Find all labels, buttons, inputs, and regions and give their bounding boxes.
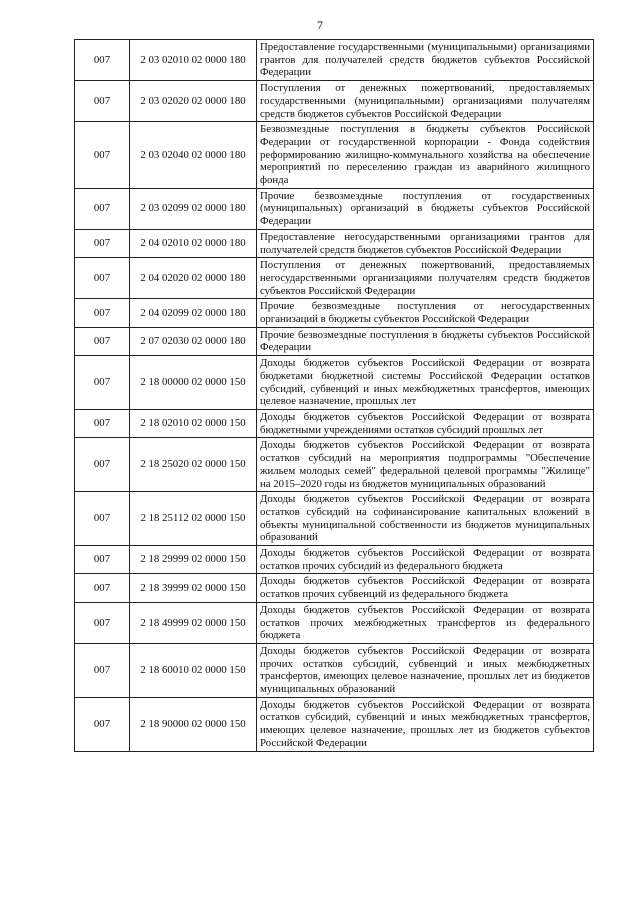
table-row [75, 356, 594, 410]
admin-code-cell: 007 [75, 327, 130, 355]
table-row [75, 602, 594, 643]
revenue-name-cell: Предоставление государственными (муниципальными) организациями грантов для получателей средств бюджетов субъектов Российской Федерации [257, 40, 594, 81]
revenue-name-cell: Доходы бюджетов субъектов Российской Федерации от возврата бюджетными учреждениями остатков субсидий прошлых лет [257, 409, 594, 437]
admin-code-cell: 007 [75, 40, 130, 81]
revenue-code-cell: 2 18 90000 02 0000 150 [130, 697, 257, 751]
revenue-name-cell: Доходы бюджетов субъектов Российской Федерации от возврата остатков прочих субсидий из федерального бюджета [257, 546, 594, 574]
revenue-name-cell: Прочие безвозмездные поступления от государственных (муниципальных) организаций в бюджеты субъектов Российской Федерации [257, 188, 594, 229]
admin-code-cell: 007 [75, 81, 130, 122]
admin-code-cell: 007 [75, 409, 130, 437]
admin-code-cell: 007 [75, 438, 130, 492]
table-row [75, 258, 594, 299]
revenue-name-cell: Поступления от денежных пожертвований, предоставляемых государственными (муниципальными) организациями получателям средств бюджетов субъектов Российской Федерации [257, 81, 594, 122]
table-row [75, 574, 594, 602]
revenue-code-cell: 2 18 25112 02 0000 150 [130, 492, 257, 546]
revenue-name-cell: Доходы бюджетов субъектов Российской Федерации от возврата остатков субсидий, субвенций и иных межбюджетных трансфертов, имеющих целевое назначение, прошлых лет из бюджетов субъектов Российской Федерации [257, 697, 594, 751]
admin-code-cell: 007 [75, 122, 130, 189]
revenue-name-cell: Доходы бюджетов субъектов Российской Федерации от возврата остатков субсидий на софинансирование капитальных вложений в объекты муниципальной собственности из бюджетов муниципальных образований [257, 492, 594, 546]
admin-code-cell: 007 [75, 546, 130, 574]
table-row [75, 229, 594, 257]
revenue-name-cell: Предоставление негосударственными организациями грантов для получателей средств бюджетов субъектов Российской Федерации [257, 229, 594, 257]
revenue-code-cell: 2 04 02010 02 0000 180 [130, 229, 257, 257]
revenue-name-cell: Поступления от денежных пожертвований, предоставляемых негосударственными организациями получателям средств бюджетов субъектов Российской Федерации [257, 258, 594, 299]
revenue-code-cell: 2 18 25020 02 0000 150 [130, 438, 257, 492]
revenue-name-cell: Доходы бюджетов субъектов Российской Федерации от возврата остатков прочих межбюджетных трансфертов из федерального бюджета [257, 602, 594, 643]
table-row [75, 188, 594, 229]
table-row [75, 409, 594, 437]
revenue-name-cell: Доходы бюджетов субъектов Российской Федерации от возврата прочих остатков субсидий, субвенций и иных межбюджетных трансфертов, имеющих целевое назначение, прошлых лет из бюджетов муниципальных образований [257, 643, 594, 697]
revenue-code-cell: 2 18 49999 02 0000 150 [130, 602, 257, 643]
table-row [75, 40, 594, 81]
table-row [75, 299, 594, 327]
table-row [75, 81, 594, 122]
revenue-code-cell: 2 03 02020 02 0000 180 [130, 81, 257, 122]
table-row [75, 697, 594, 751]
admin-code-cell: 007 [75, 188, 130, 229]
admin-code-cell: 007 [75, 492, 130, 546]
revenue-code-cell: 2 03 02040 02 0000 180 [130, 122, 257, 189]
admin-code-cell: 007 [75, 643, 130, 697]
admin-code-cell: 007 [75, 229, 130, 257]
table-row [75, 327, 594, 355]
page-number: 7 [317, 18, 323, 32]
revenue-name-cell: Прочие безвозмездные поступления в бюджеты субъектов Российской Федерации [257, 327, 594, 355]
admin-code-cell: 007 [75, 299, 130, 327]
table-row [75, 546, 594, 574]
revenue-code-cell: 2 18 00000 02 0000 150 [130, 356, 257, 410]
table-row [75, 438, 594, 492]
revenue-codes-table [74, 39, 594, 752]
revenue-code-cell: 2 04 02020 02 0000 180 [130, 258, 257, 299]
revenue-code-cell: 2 18 60010 02 0000 150 [130, 643, 257, 697]
revenue-code-cell: 2 18 29999 02 0000 150 [130, 546, 257, 574]
table-row [75, 643, 594, 697]
admin-code-cell: 007 [75, 574, 130, 602]
admin-code-cell: 007 [75, 602, 130, 643]
table-row [75, 492, 594, 546]
revenue-name-cell: Доходы бюджетов субъектов Российской Федерации от возврата остатков субсидий на мероприятия подпрограммы "Обеспечение жильем молодых семей" федеральной целевой программы "Жилище" на 2015–2020 годы из бюджетов муниципальных образований [257, 438, 594, 492]
table-body [75, 40, 594, 752]
table-row [75, 122, 594, 189]
revenue-code-cell: 2 03 02099 02 0000 180 [130, 188, 257, 229]
admin-code-cell: 007 [75, 356, 130, 410]
revenue-code-cell: 2 18 39999 02 0000 150 [130, 574, 257, 602]
revenue-name-cell: Доходы бюджетов субъектов Российской Федерации от возврата остатков прочих субвенций из федерального бюджета [257, 574, 594, 602]
revenue-code-cell: 2 18 02010 02 0000 150 [130, 409, 257, 437]
revenue-code-cell: 2 03 02010 02 0000 180 [130, 40, 257, 81]
revenue-code-cell: 2 04 02099 02 0000 180 [130, 299, 257, 327]
revenue-name-cell: Доходы бюджетов субъектов Российской Федерации от возврата бюджетами бюджетной системы Российской Федерации остатков субсидий, субвенций и иных межбюджетных трансфертов, имеющих целевое назначение, прошлых лет [257, 356, 594, 410]
revenue-code-cell: 2 07 02030 02 0000 180 [130, 327, 257, 355]
admin-code-cell: 007 [75, 258, 130, 299]
admin-code-cell: 007 [75, 697, 130, 751]
revenue-name-cell: Прочие безвозмездные поступления от негосударственных организаций в бюджеты субъектов Российской Федерации [257, 299, 594, 327]
revenue-name-cell: Безвозмездные поступления в бюджеты субъектов Российской Федерации от государственной корпорации - Фонда содействия реформированию жилищно-коммунального хозяйства на обеспечение мероприятий по переселению граждан из аварийного жилищного фонда [257, 122, 594, 189]
